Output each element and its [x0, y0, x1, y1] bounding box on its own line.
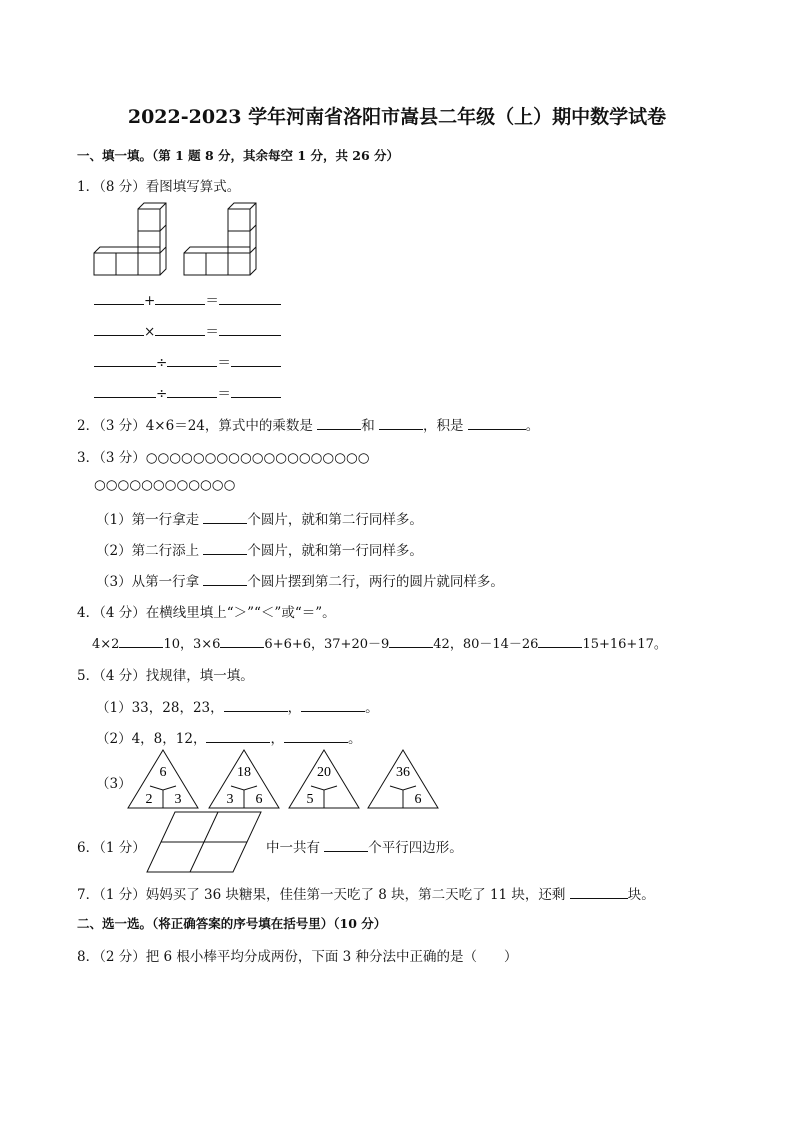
answer-blank[interactable] [379, 416, 423, 430]
q5-sequence-2: （2）4，8，12， ， 。 [96, 731, 362, 747]
answer-blank[interactable] [94, 322, 144, 336]
page-title: 2022-2023 学年河南省洛阳市嵩县二年级（上）期中数学试卷 [127, 106, 667, 128]
answer-blank[interactable] [284, 729, 348, 743]
section-2-heading: 二、选一选。（将正确答案的序号填在括号里）（10 分） [77, 916, 387, 931]
q1-equation-add: + ＝ [94, 289, 281, 309]
q5-part-3-label: （3） [96, 776, 132, 792]
triangle-right-number: 3 [174, 792, 182, 807]
answer-blank[interactable] [468, 416, 526, 430]
q5-sequence-1: （1）33，28，23， ， 。 [96, 700, 379, 716]
answer-blank[interactable] [119, 634, 163, 648]
answer-blank[interactable] [219, 291, 281, 305]
triangle-left-number: 2 [145, 792, 153, 807]
q7: 7．（1 分）妈妈买了 36 块糖果，佳佳第一天吃了 8 块，第二天吃了 11 块，还剩 块。 [77, 887, 655, 903]
q3-part-3: （3）从第一行拿 个圆片摆到第二行，两行的圆片就同样多。 [96, 574, 504, 590]
triangle-puzzle-1 [128, 750, 198, 808]
q1-equation-mul: × ＝ [94, 320, 281, 340]
answer-blank[interactable] [324, 838, 368, 852]
triangle-top-number: 36 [396, 765, 410, 780]
answer-blank[interactable] [231, 353, 281, 367]
answer-blank[interactable] [219, 322, 281, 336]
q4-stem: 4．（4 分）在横线里填上“＞”“＜”或“＝”。 [77, 605, 336, 621]
q6-label: 6．（1 分） [77, 840, 146, 856]
answer-blank[interactable] [155, 322, 205, 336]
answer-blank[interactable] [570, 885, 628, 899]
q1-equation-div-2: ÷ ＝ [94, 382, 281, 402]
answer-blank[interactable] [94, 384, 156, 398]
q5-stem: 5．（4 分）找规律，填一填。 [77, 668, 254, 684]
triangle-puzzle-2 [209, 750, 279, 808]
answer-blank[interactable] [203, 510, 247, 524]
answer-blank[interactable] [203, 572, 247, 586]
answer-blank[interactable] [231, 384, 281, 398]
answer-blank[interactable] [94, 353, 156, 367]
q4-comparisons: 4×2 10，3×6 6+6+6，37+20－9 42，80－14－26 15+16+17。 [92, 633, 667, 652]
answer-blank[interactable] [94, 291, 144, 305]
cube-group-right [184, 203, 256, 275]
cube-group-left [94, 203, 166, 275]
q3-circle-row-2: ○○○○○○○○○○○○ [94, 477, 236, 493]
section-1-heading: 一、填一填。（第 1 题 8 分，其余每空 1 分，共 26 分） [77, 148, 400, 163]
q8-stem: 8．（2 分）把 6 根小棒平均分成两份，下面 3 种分法中正确的是（ ） [77, 949, 518, 965]
triangle-puzzle-3 [289, 750, 359, 808]
answer-blank[interactable] [155, 291, 205, 305]
triangle-top-number: 18 [237, 765, 251, 780]
answer-blank[interactable] [167, 353, 217, 367]
answer-blank[interactable] [224, 698, 288, 712]
triangle-top-number: 20 [317, 765, 331, 780]
triangle-right-number: 6 [414, 792, 422, 807]
q5-triangle-puzzles [125, 748, 445, 812]
answer-blank[interactable] [167, 384, 217, 398]
q3-part-2: （2）第二行添上 个圆片，就和第一行同样多。 [96, 543, 423, 559]
answer-blank[interactable] [389, 634, 433, 648]
answer-blank[interactable] [538, 634, 582, 648]
triangle-left-number: 3 [226, 792, 234, 807]
q3-part-1: （1）第一行拿走 个圆片，就和第二行同样多。 [96, 512, 423, 528]
q3-stem: 3．（3 分）○○○○○○○○○○○○○○○○○○○ [77, 450, 370, 466]
q1-stem: 1．（8 分）看图填写算式。 [77, 179, 241, 195]
triangle-left-number: 5 [306, 792, 314, 807]
answer-blank[interactable] [206, 729, 270, 743]
answer-blank[interactable] [317, 416, 361, 430]
answer-blank[interactable] [301, 698, 365, 712]
answer-blank[interactable] [220, 634, 264, 648]
q6-question: 中一共有 个平行四边形。 [266, 840, 463, 856]
q2: 2．（3 分）4×6＝24，算式中的乘数是 和 ，积是 。 [77, 418, 540, 434]
triangle-right-number: 6 [255, 792, 263, 807]
q1-cube-figure [92, 200, 262, 278]
triangle-puzzle-4 [368, 750, 438, 808]
q6-parallelogram-figure [145, 810, 263, 874]
answer-blank[interactable] [203, 541, 247, 555]
q1-equation-div-1: ÷ ＝ [94, 351, 281, 371]
triangle-top-number: 6 [159, 765, 167, 780]
